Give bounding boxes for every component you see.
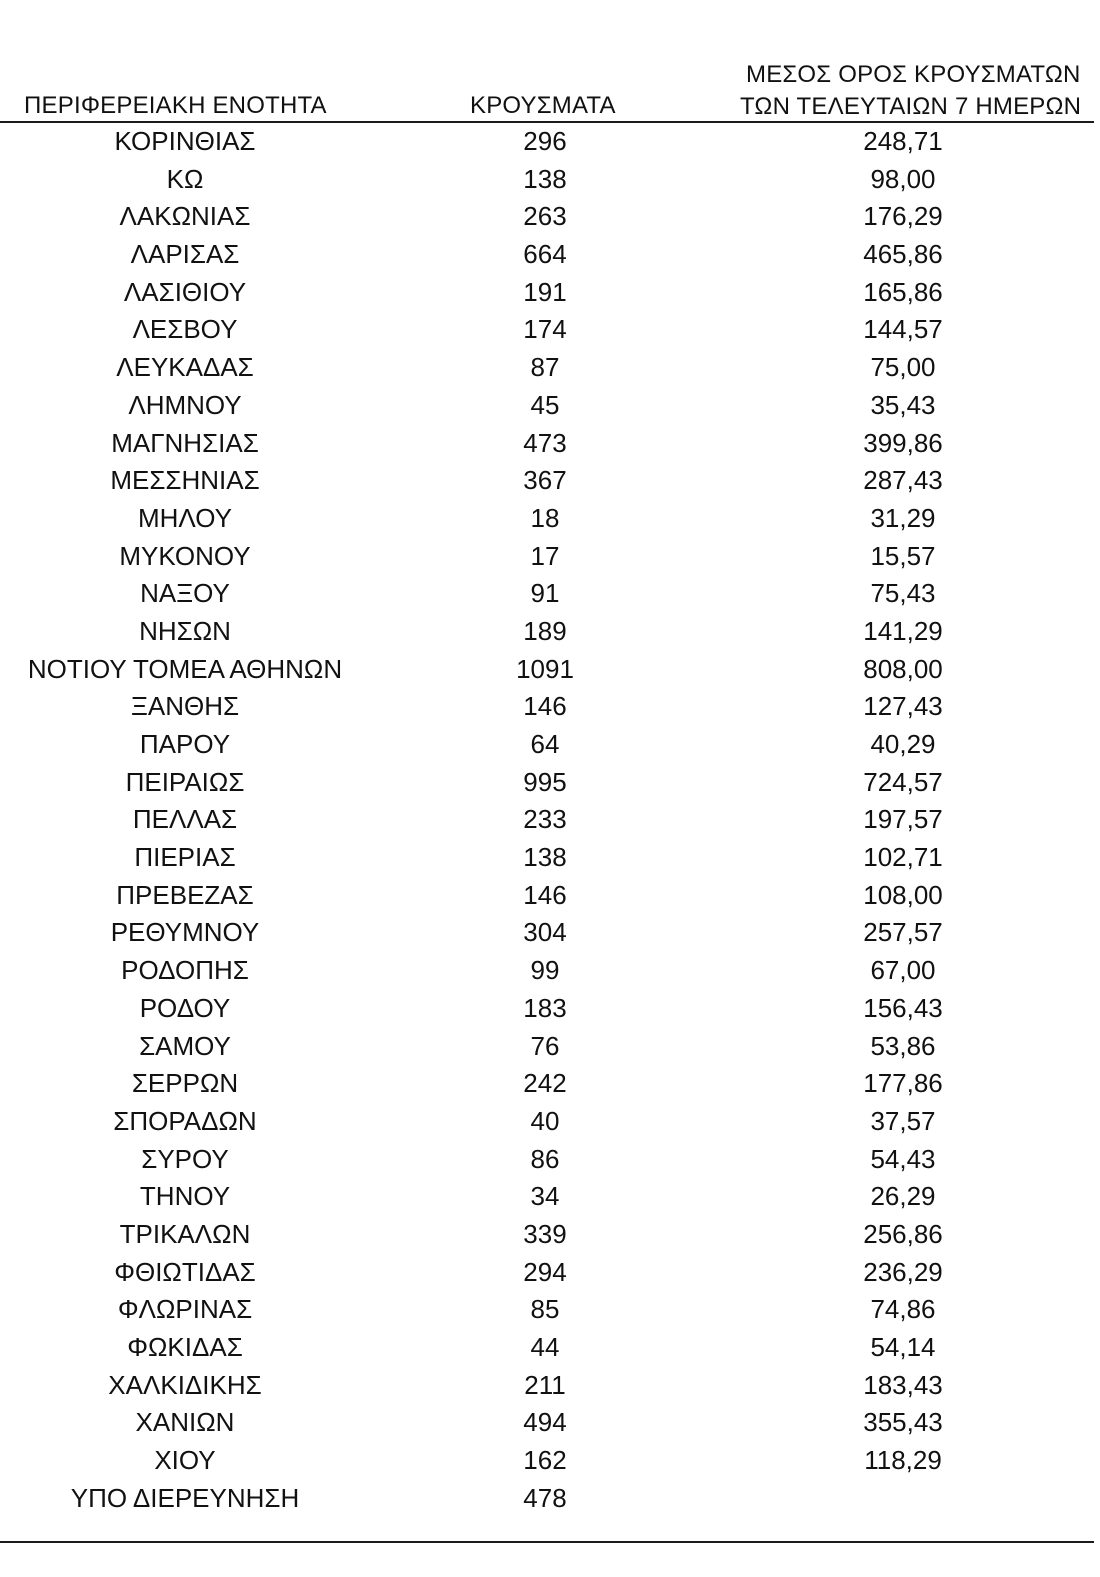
table-row [0, 198, 1094, 236]
region-cell: ΡΟΔΟΥ [139, 992, 231, 1023]
average-cell: 808,00 [863, 653, 943, 684]
region-cell: ΚΟΡΙΝΘΙΑΣ [114, 126, 256, 156]
region-cell: ΠΕΛΛΑΣ [132, 804, 238, 835]
table-row [0, 311, 1094, 349]
cases-cell: 40 [530, 1105, 560, 1136]
average-cell: 67,00 [870, 955, 936, 986]
average-cell: 53,86 [870, 1030, 936, 1061]
region-cell: ΛΗΜΝΟΥ [128, 389, 242, 420]
region-cell: ΛΑΚΩΝΙΑΣ [119, 201, 251, 232]
average-cell: 183,43 [863, 1369, 943, 1400]
average-cell: 54,43 [870, 1143, 936, 1174]
cases-cell: 146 [523, 691, 567, 722]
table-row [0, 688, 1094, 726]
table-row [0, 877, 1094, 915]
cases-cell: 146 [523, 879, 567, 910]
average-cell: 108,00 [863, 879, 943, 910]
average-cell: 165,86 [863, 276, 943, 307]
footer-divider [0, 1541, 1094, 1543]
region-cell: ΜΥΚΟΝΟΥ [119, 540, 251, 571]
average-cell: 287,43 [863, 465, 943, 496]
average-cell: 465,86 [863, 239, 943, 270]
cases-cell: 664 [523, 239, 567, 270]
region-cell: ΤΗΝΟΥ [139, 1181, 231, 1212]
cases-cell: 183 [523, 992, 567, 1023]
region-cell: ΣΕΡΡΩΝ [131, 1068, 239, 1099]
cases-cell: 296 [523, 126, 567, 156]
region-cell: ΣΥΡΟΥ [141, 1143, 229, 1174]
cases-cell: 87 [530, 352, 560, 383]
cases-cell: 304 [523, 917, 567, 948]
region-cell: ΣΑΜΟΥ [139, 1030, 231, 1061]
table-row [0, 839, 1094, 877]
cases-cell: 86 [530, 1143, 560, 1174]
table-row [0, 575, 1094, 613]
table-row [0, 726, 1094, 764]
header-average-line2: ΤΩΝ ΤΕΛΕΥΤΑΙΩΝ 7 ΗΜΕΡΩΝ [740, 93, 1082, 120]
table-row [0, 500, 1094, 538]
cases-cell: 34 [530, 1181, 560, 1212]
region-cell: ΝΟΤΙΟΥ ΤΟΜΕΑ ΑΘΗΝΩΝ [27, 653, 343, 684]
average-cell: 355,43 [863, 1407, 943, 1438]
region-cell: ΡΟΔΟΠΗΣ [121, 955, 249, 986]
average-cell: 236,29 [863, 1256, 943, 1287]
region-cell: ΠΕΙΡΑΙΩΣ [125, 766, 245, 797]
table-row [0, 349, 1094, 387]
cases-cell: 91 [530, 578, 560, 609]
average-cell: 102,71 [863, 842, 943, 873]
table-row [0, 801, 1094, 839]
cases-cell: 211 [524, 1369, 566, 1400]
average-cell: 248,71 [863, 126, 943, 156]
cases-cell: 76 [530, 1030, 560, 1061]
table-row [0, 1028, 1094, 1066]
table-body [0, 123, 1094, 1517]
table-row [0, 274, 1094, 312]
table-row [0, 1103, 1094, 1141]
table-row [0, 1254, 1094, 1292]
average-cell: 54,14 [870, 1332, 936, 1362]
table-row [0, 764, 1094, 802]
region-cell: ΛΕΣΒΟΥ [132, 314, 238, 345]
region-cell: ΜΕΣΣΗΝΙΑΣ [110, 465, 260, 496]
average-cell: 74,86 [870, 1294, 936, 1325]
table-row [0, 1404, 1094, 1442]
average-cell: 26,29 [870, 1181, 936, 1212]
cases-cell: 45 [530, 389, 560, 420]
average-cell: 40,29 [870, 729, 936, 759]
table-row [0, 1178, 1094, 1216]
cases-cell: 367 [523, 465, 567, 496]
average-cell: 144,57 [863, 314, 943, 345]
table-row [0, 1065, 1094, 1103]
cases-cell: 64 [530, 729, 560, 759]
cases-cell: 494 [523, 1407, 567, 1438]
table-row [0, 1291, 1094, 1329]
cases-cell: 1091 [516, 653, 574, 684]
table-row [0, 462, 1094, 500]
table-row [0, 1480, 1094, 1518]
table-row [0, 123, 1094, 161]
region-cell: ΣΠΟΡΑΔΩΝ [113, 1105, 257, 1136]
cases-cell: 191 [523, 276, 567, 307]
cases-cell: 18 [530, 502, 560, 533]
table-row [0, 538, 1094, 576]
region-cell: ΦΩΚΙΔΑΣ [127, 1332, 243, 1362]
header-cases: ΚΡΟΥΣΜΑΤΑ [470, 92, 616, 119]
cases-cell: 473 [523, 427, 567, 458]
region-cell: ΞΑΝΘΗΣ [130, 691, 240, 722]
table-row [0, 1367, 1094, 1405]
region-cell: ΧΑΝΙΩΝ [135, 1407, 235, 1438]
region-cell: ΤΡΙΚΑΛΩΝ [119, 1218, 251, 1249]
region-cell: ΝΗΣΩΝ [139, 615, 231, 646]
cases-cell: 294 [523, 1256, 567, 1287]
average-cell: 177,86 [863, 1068, 943, 1099]
cases-cell: 174 [523, 314, 567, 345]
region-cell: ΚΩ [166, 163, 204, 194]
region-cell: ΜΗΛΟΥ [138, 502, 232, 533]
table-row [0, 236, 1094, 274]
average-cell: 31,29 [870, 502, 936, 533]
average-cell: 141,29 [863, 615, 943, 646]
average-cell: 257,57 [863, 917, 943, 948]
table-row [0, 387, 1094, 425]
average-cell: 399,86 [863, 427, 943, 458]
region-cell: ΡΕΘΥΜΝΟΥ [110, 917, 260, 948]
table-row [0, 425, 1094, 463]
cases-cell: 17 [530, 540, 560, 571]
region-cell: ΛΑΡΙΣΑΣ [130, 239, 240, 270]
average-cell: 197,57 [863, 804, 943, 835]
region-cell: ΦΘΙΩΤΙΔΑΣ [114, 1256, 256, 1287]
table-row [0, 952, 1094, 990]
region-cell: ΛΑΣΙΘΙΟΥ [123, 276, 247, 307]
region-cell: ΧΙΟΥ [154, 1445, 216, 1476]
region-cell: ΦΛΩΡΙΝΑΣ [117, 1294, 253, 1325]
table-row [0, 1141, 1094, 1179]
average-cell: 15,57 [870, 540, 936, 571]
region-cell: ΝΑΞΟΥ [140, 578, 230, 609]
table-row [0, 914, 1094, 952]
average-cell: 75,00 [870, 352, 936, 383]
table-row [0, 1329, 1094, 1367]
average-cell: 127,43 [863, 691, 943, 722]
cases-cell: 233 [523, 804, 567, 835]
cases-cell: 263 [523, 201, 567, 232]
average-cell: 156,43 [863, 992, 943, 1023]
region-cell: ΜΑΓΝΗΣΙΑΣ [111, 427, 259, 458]
average-cell: 724,57 [863, 766, 943, 797]
cases-cell: 99 [530, 955, 560, 986]
region-cell: ΠΡΕΒΕΖΑΣ [116, 879, 254, 910]
cases-cell: 339 [523, 1218, 567, 1249]
average-cell: 176,29 [863, 201, 943, 232]
cases-cell: 162 [523, 1445, 567, 1476]
cases-cell: 138 [523, 163, 567, 194]
region-cell: ΛΕΥΚΑΔΑΣ [116, 352, 254, 383]
average-cell: 35,43 [870, 389, 936, 420]
average-cell: 75,43 [870, 578, 936, 609]
cases-cell: 995 [523, 766, 567, 797]
region-cell: ΠΑΡΟΥ [139, 729, 231, 759]
table-row [0, 1442, 1094, 1480]
region-cell: ΧΑΛΚΙΔΙΚΗΣ [108, 1369, 262, 1400]
table-row [0, 990, 1094, 1028]
region-cell: ΥΠΟ ΔΙΕΡΕΥΝΗΣΗ [70, 1482, 300, 1513]
cases-cell: 44 [530, 1332, 560, 1362]
table-row [0, 161, 1094, 199]
average-cell: 118,29 [864, 1445, 942, 1476]
table-row [0, 1216, 1094, 1254]
header-region: ΠΕΡΙΦΕΡΕΙΑΚΗ ΕΝΟΤΗΤΑ [24, 92, 327, 119]
cases-cell: 242 [523, 1068, 567, 1099]
average-cell: 98,00 [870, 163, 936, 194]
cases-cell: 85 [530, 1294, 560, 1325]
header-average-line1: ΜΕΣΟΣ ΟΡΟΣ ΚΡΟΥΣΜΑΤΩΝ [746, 61, 1081, 88]
cases-cell: 189 [523, 615, 567, 646]
table-row [0, 651, 1094, 689]
average-cell: 37,57 [870, 1105, 936, 1136]
average-cell: 256,86 [863, 1218, 943, 1249]
table-row [0, 613, 1094, 651]
cases-cell: 478 [523, 1482, 567, 1513]
cases-cell: 138 [523, 842, 567, 873]
region-cell: ΠΙΕΡΙΑΣ [134, 842, 236, 873]
